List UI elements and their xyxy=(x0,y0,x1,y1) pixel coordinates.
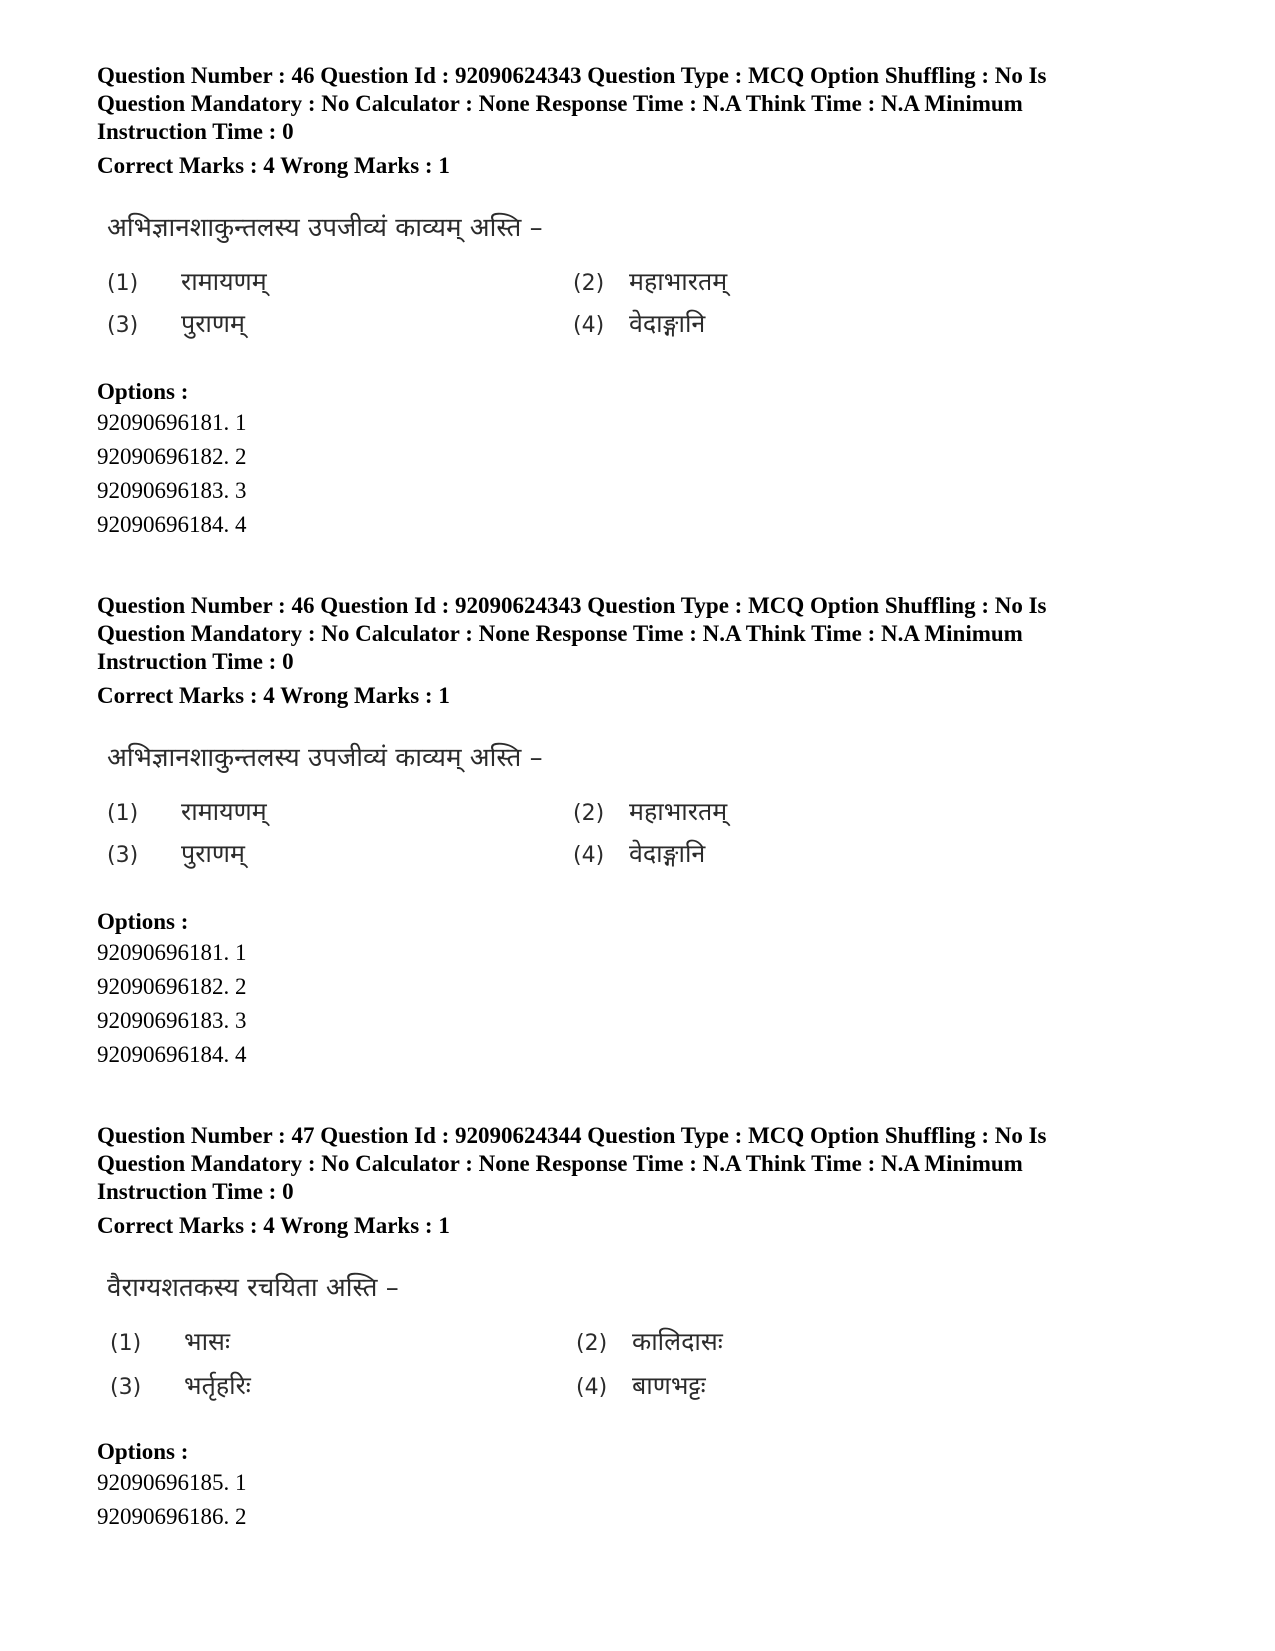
choice-grid xyxy=(107,262,1197,350)
option-line: 92090696182. 2 xyxy=(97,974,247,999)
choice-text: भासः xyxy=(184,1327,231,1356)
question-meta-line: Question Number : 46 Question Id : 92090624343 Question Type : MCQ Option Shuffling : No Is xyxy=(97,63,1047,88)
choice-item xyxy=(107,834,245,874)
choice-number: (1) xyxy=(107,801,139,826)
question-meta-line: Question Number : 46 Question Id : 92090624343 Question Type : MCQ Option Shuffling : No Is xyxy=(97,593,1047,618)
choice-text: महाभारतम् xyxy=(629,267,728,296)
choice-grid xyxy=(107,1322,1197,1410)
option-line: 92090696181. 1 xyxy=(97,410,247,435)
choice-item xyxy=(573,792,727,832)
question-block xyxy=(97,1122,1197,1534)
choice-item xyxy=(573,834,705,874)
choice-item xyxy=(107,304,245,344)
choice-number: (4) xyxy=(576,1375,608,1400)
choice-number: (4) xyxy=(573,843,605,868)
choice-item xyxy=(576,1322,723,1362)
options-heading: Options : xyxy=(97,909,189,934)
choice-item xyxy=(110,1322,230,1362)
choice-item xyxy=(576,1366,706,1406)
option-line: 92090696183. 3 xyxy=(97,1008,247,1033)
choice-text: बाणभट्टः xyxy=(632,1371,706,1400)
option-line: 92090696184. 4 xyxy=(97,512,247,537)
choice-text: पुराणम् xyxy=(181,309,245,338)
question-block xyxy=(97,592,1197,1072)
marks-line: Correct Marks : 4 Wrong Marks : 1 xyxy=(97,1213,450,1238)
question-meta-line: Question Mandatory : No Calculator : None Response Time : N.A Think Time : N.A Minimum xyxy=(97,91,1023,116)
choice-number: (1) xyxy=(110,1331,142,1356)
question-meta-line: Instruction Time : 0 xyxy=(97,1179,294,1204)
options-heading: Options : xyxy=(97,379,189,404)
question-meta-line: Question Number : 47 Question Id : 92090624344 Question Type : MCQ Option Shuffling : No Is xyxy=(97,1123,1047,1148)
choice-text: रामायणम् xyxy=(181,797,267,826)
choice-number: (3) xyxy=(110,1375,142,1400)
question-meta-line: Instruction Time : 0 xyxy=(97,119,294,144)
question-stem: अभिज्ञानशाकुन्तलस्य उपजीव्यं काव्यम् अस्ति – xyxy=(107,213,543,243)
choice-item xyxy=(107,262,267,302)
question-meta-line: Instruction Time : 0 xyxy=(97,649,294,674)
option-line: 92090696185. 1 xyxy=(97,1470,247,1495)
choice-number: (3) xyxy=(107,843,139,868)
option-line: 92090696184. 4 xyxy=(97,1042,247,1067)
choice-text: वेदाङ्गानि xyxy=(629,839,706,868)
choice-number: (1) xyxy=(107,271,139,296)
choice-grid xyxy=(107,792,1197,880)
choice-number: (2) xyxy=(573,271,605,296)
choice-number: (2) xyxy=(576,1331,608,1356)
choice-number: (3) xyxy=(107,313,139,338)
choice-number: (4) xyxy=(573,313,605,338)
choice-text: पुराणम् xyxy=(181,839,245,868)
choice-item xyxy=(110,1366,251,1406)
option-line: 92090696181. 1 xyxy=(97,940,247,965)
choice-item xyxy=(107,792,267,832)
option-line: 92090696186. 2 xyxy=(97,1504,247,1529)
option-line: 92090696182. 2 xyxy=(97,444,247,469)
question-meta-line: Question Mandatory : No Calculator : None Response Time : N.A Think Time : N.A Minimum xyxy=(97,621,1023,646)
choice-item xyxy=(573,262,727,302)
marks-line: Correct Marks : 4 Wrong Marks : 1 xyxy=(97,683,450,708)
question-meta-line: Question Mandatory : No Calculator : None Response Time : N.A Think Time : N.A Minimum xyxy=(97,1151,1023,1176)
question-stem: अभिज्ञानशाकुन्तलस्य उपजीव्यं काव्यम् अस्ति – xyxy=(107,743,543,773)
choice-text: भर्तृहरिः xyxy=(184,1371,251,1400)
options-heading: Options : xyxy=(97,1439,189,1464)
choice-item xyxy=(573,304,705,344)
question-block xyxy=(97,62,1197,542)
choice-text: महाभारतम् xyxy=(629,797,728,826)
choice-number: (2) xyxy=(573,801,605,826)
choice-text: वेदाङ्गानि xyxy=(629,309,706,338)
choice-text: कालिदासः xyxy=(632,1327,723,1356)
option-line: 92090696183. 3 xyxy=(97,478,247,503)
marks-line: Correct Marks : 4 Wrong Marks : 1 xyxy=(97,153,450,178)
choice-text: रामायणम् xyxy=(181,267,267,296)
question-stem: वैराग्यशतकस्य रचयिता अस्ति – xyxy=(107,1273,399,1303)
